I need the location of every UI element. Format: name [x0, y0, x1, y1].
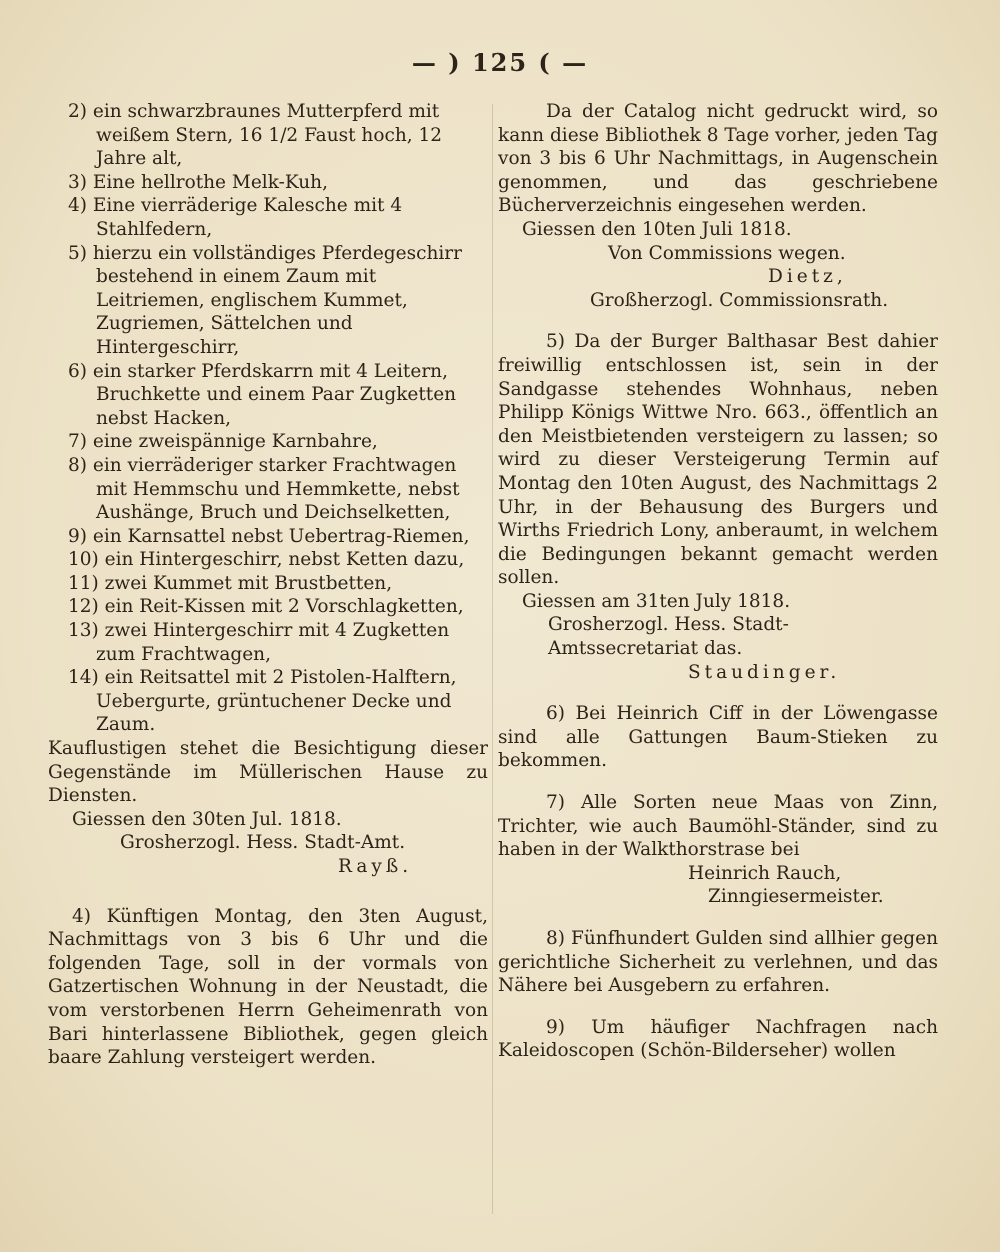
authority-line: Grosherzogl. Hess. Stadt-Amt.: [120, 832, 406, 854]
signature: Staudinger.: [688, 661, 841, 683]
list-item: 11) zwei Kummet mit Brustbetten,: [68, 572, 393, 594]
viewing-notice: Kauflustigen stehet die Besichtigung dieser Gegenstände im Müllerischen Hause zu Diensten.: [48, 738, 488, 807]
notice-4: 4) Künftigen Montag, den 3ten August, Nachmittags von 3 bis 6 Uhr und die folgenden Tage, soll in der vormals von Gatzertischen Wohnung in der Neustadt, die vom verstorbenen Herrn Geheimenrath von Bari hinterlassene Bibliothek, gegen gleich baare Zahlung versteigert werden.: [48, 905, 488, 1069]
merchant-trade: Zinngiesermeister.: [708, 886, 884, 908]
catalog-notice: Da der Catalog nicht gedruckt wird, so kann diese Bibliothek 8 Tage vorher, jeden Tag von 3 bis 6 Uhr Nachmittags, in Augenschein genommen, und das geschriebene Bücherverzeichnis eingesehen werden.: [498, 101, 938, 217]
list-item: 8) ein vierräderiger starker Frachtwagen mit Hemmschu und Hemmkette, nebst Aushänge, Bruch und Deichselketten,: [68, 454, 460, 524]
list-item: 10) ein Hintergeschirr, nebst Ketten dazu,: [68, 549, 465, 571]
merchant-name: Heinrich Rauch,: [688, 862, 842, 884]
authority-line: Grosherzogl. Hess. Stadt-Amtssecretariat das.: [548, 614, 789, 660]
list-item: 7) eine zweispännige Karnbahre,: [68, 431, 378, 453]
list-item: 5) hierzu ein vollständiges Pferdegeschirr bestehend in einem Zaum mit Leitriemen, englischem Kummet, Zugriemen, Sättelchen und Hintergeschirr,: [68, 242, 462, 358]
dateline: Giessen den 10ten Juli 1818.: [522, 218, 792, 240]
notice-8: 8) Fünfhundert Gulden sind allhier gegen gerichtliche Sicherheit zu verlehnen, und das Nähere bei Ausgebern zu erfahren.: [498, 928, 938, 997]
list-item: 3) Eine hellrothe Melk-Kuh,: [68, 171, 328, 193]
notice-6: 6) Bei Heinrich Ciff in der Löwengasse sind alle Gattungen Baum-Stieken zu bekommen.: [498, 703, 938, 772]
right-column: [498, 100, 938, 1222]
list-item: 12) ein Reit-Kissen mit 2 Vorschlagketten,: [68, 596, 464, 618]
dateline: Giessen am 31ten July 1818.: [522, 590, 791, 612]
dateline: Giessen den 30ten Jul. 1818.: [72, 808, 342, 830]
signature: Rayß.: [338, 856, 413, 877]
page-number-header: — ) 125 ( —: [411, 48, 589, 77]
list-item: 9) ein Karnsattel nebst Uebertrag-Riemen,: [68, 525, 470, 547]
notice-7: 7) Alle Sorten neue Maas von Zinn, Trichter, wie auch Baumöhl-Ständer, sind zu haben in der Walkthorstrase bei: [498, 792, 938, 861]
list-item: 2) ein schwarzbraunes Mutterpferd mit weißem Stern, 16 1/2 Faust hoch, 12 Jahre alt,: [68, 101, 443, 170]
list-item: 14) ein Reitsattel mit 2 Pistolen-Halftern, Uebergurte, grüntuchener Decke und Zaum.: [68, 667, 457, 736]
notice-5: 5) Da der Burger Balthasar Best dahier freiwillig entschlossen ist, sein in der Sandgasse stehendes Wohnhaus, neben Philipp Königs Wittwe Nro. 663., öffentlich an den Meistbietenden versteigern zu lassen; so wird zu dieser Versteigerung Termin auf Montag den 10ten August, des Nachmittags 2 Uhr, in der Behausung des Burgers und Wirths Friedrich Lony, anberaumt, in welchem die Bedingungen bekannt gemacht werden sollen.: [498, 331, 938, 589]
list-item: 4) Eine vierräderige Kalesche mit 4 Stahlfedern,: [68, 195, 403, 240]
column-divider: [492, 104, 493, 1214]
list-item: 13) zwei Hintergeschirr mit 4 Zugketten zum Frachtwagen,: [68, 620, 450, 665]
signature: Dietz,: [768, 266, 847, 288]
authority-line: Von Commissions wegen.: [608, 242, 846, 264]
title-line: Großherzogl. Commissionsrath.: [590, 289, 889, 311]
notice-9: 9) Um häufiger Nachfragen nach Kaleidoscopen (Schön-Bilderseher) wollen: [498, 1016, 938, 1062]
list-item: 6) ein starker Pferdskarrn mit 4 Leitern, Bruchkette und einem Paar Zugketten nebst Hacken,: [68, 360, 457, 429]
left-column: [48, 100, 488, 1222]
